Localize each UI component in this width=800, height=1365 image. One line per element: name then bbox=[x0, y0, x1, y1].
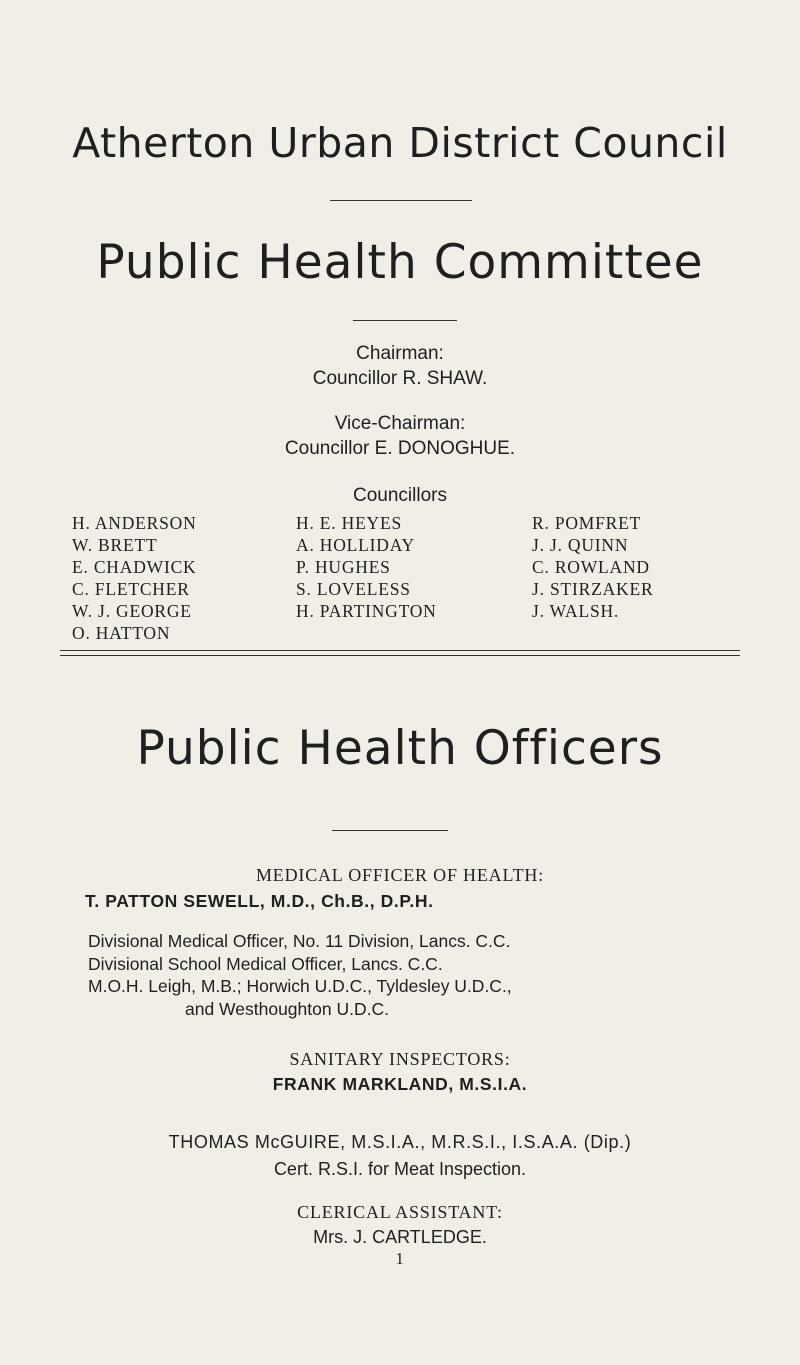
councillors-column-1 bbox=[72, 512, 197, 644]
moh-details bbox=[88, 930, 512, 1020]
councillor-name: H. PARTINGTON bbox=[296, 601, 437, 621]
moh-name: T. PATTON SEWELL, M.D., Ch.B., D.P.H. bbox=[85, 891, 434, 911]
chairman-name: Councillor R. SHAW. bbox=[312, 368, 488, 389]
councillor-name: O. HATTON bbox=[72, 623, 171, 643]
page-number: 1 bbox=[395, 1249, 405, 1268]
divider bbox=[332, 830, 448, 831]
moh-detail-line: M.O.H. Leigh, M.B.; Horwich U.D.C., Tyldesley U.D.C., bbox=[88, 976, 512, 996]
clerical-name: Mrs. J. CARTLEDGE. bbox=[313, 1227, 487, 1247]
councillor-name: C. ROWLAND bbox=[532, 557, 650, 577]
sanitary-inspector-1: FRANK MARKLAND, M.S.I.A. bbox=[272, 1074, 528, 1094]
clerical-label: CLERICAL ASSISTANT: bbox=[297, 1202, 503, 1222]
councillor-name: C. FLETCHER bbox=[72, 579, 190, 599]
councillor-name: P. HUGHES bbox=[296, 557, 391, 577]
councillors-label: Councillors bbox=[353, 485, 447, 506]
vice-chairman-label: Vice-Chairman: bbox=[334, 413, 466, 434]
moh-detail-line: and Westhoughton U.D.C. bbox=[185, 998, 389, 1019]
councillor-name: H. ANDERSON bbox=[72, 513, 197, 533]
officers-title: Public Health Officers bbox=[136, 721, 664, 776]
sanitary-label: SANITARY INSPECTORS: bbox=[289, 1049, 511, 1069]
councillors-column-2 bbox=[296, 512, 437, 622]
chairman-label: Chairman: bbox=[356, 343, 444, 364]
councillor-name: J. STIRZAKER bbox=[532, 579, 654, 599]
councillors-column-3 bbox=[532, 512, 653, 622]
section-divider bbox=[60, 650, 740, 651]
section-divider bbox=[60, 655, 740, 656]
divider bbox=[330, 200, 472, 201]
councillor-name: E. CHADWICK bbox=[72, 557, 197, 577]
divider bbox=[353, 320, 457, 321]
councillor-name: W. J. GEORGE bbox=[72, 601, 192, 621]
councillor-name: J. J. QUINN bbox=[532, 535, 629, 555]
councillor-name: R. POMFRET bbox=[532, 513, 642, 533]
moh-detail-line: Divisional School Medical Officer, Lancs. C.C. bbox=[88, 953, 443, 974]
sanitary-inspector-2-cert: Cert. R.S.I. for Meat Inspection. bbox=[273, 1159, 527, 1179]
committee-title: Public Health Committee bbox=[96, 235, 704, 290]
councillor-name: A. HOLLIDAY bbox=[296, 535, 415, 555]
councillor-name: W. BRETT bbox=[72, 535, 158, 555]
councillor-name: S. LOVELESS bbox=[296, 579, 411, 599]
sanitary-inspector-2: THOMAS McGUIRE, M.S.I.A., M.R.S.I., I.S.A.A. (Dip.) bbox=[168, 1132, 632, 1152]
council-title: Atherton Urban District Council bbox=[72, 119, 728, 167]
vice-chairman-name: Councillor E. DONOGHUE. bbox=[284, 438, 516, 459]
councillor-name: H. E. HEYES bbox=[296, 513, 403, 533]
moh-detail-line: Divisional Medical Officer, No. 11 Division, Lancs. C.C. bbox=[88, 931, 511, 951]
councillor-name: J. WALSH. bbox=[532, 601, 620, 621]
moh-label: MEDICAL OFFICER OF HEALTH: bbox=[256, 865, 544, 885]
